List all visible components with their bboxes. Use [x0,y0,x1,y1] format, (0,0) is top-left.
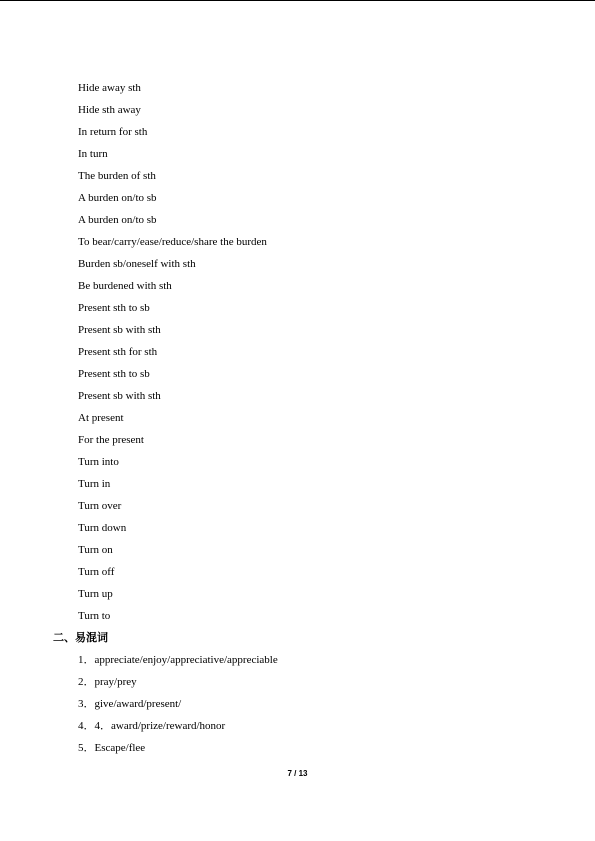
phrase-item: Present sb with sth [78,324,161,336]
phrase-item: Turn off [78,566,115,578]
phrase-item: In return for sth [78,126,148,138]
section-heading: 二、易混词 [53,631,108,644]
phrase-item: Turn to [78,610,111,622]
phrase-item: Hide sth away [78,104,141,116]
phrase-item: Turn over [78,500,122,512]
phrase-list [0,77,595,627]
phrase-item: A burden on/to sb [78,192,157,204]
page-number: 7 / 13 [287,769,308,778]
confusable-item: 2．pray/prey [78,676,137,688]
page-content [0,77,595,759]
phrase-item: For the present [78,434,144,446]
phrase-item: Turn on [78,544,113,556]
phrase-item: At present [78,412,124,424]
phrase-item: In turn [78,148,108,160]
phrase-item: Hide away sth [78,82,141,94]
confusable-item: 4．4．award/prize/reward/honor [78,720,226,732]
phrase-item: Turn into [78,456,119,468]
confusable-word-list [0,649,595,759]
phrase-item: Present sth to sb [78,368,150,380]
phrase-item: Burden sb/oneself with sth [78,258,196,270]
confusable-item: 5．Escape/flee [78,742,146,754]
phrase-item: Turn down [78,522,127,534]
phrase-item: To bear/carry/ease/reduce/share the burden [78,236,267,248]
phrase-item: A burden on/to sb [78,214,157,226]
confusable-item: 1．appreciate/enjoy/appreciative/appreciable [78,654,278,666]
phrase-item: Present sb with sth [78,390,161,402]
phrase-item: The burden of sth [78,170,156,182]
header-rule [0,0,595,1]
phrase-item: Turn in [78,478,111,490]
confusable-item: 3．give/award/present/ [78,698,182,710]
phrase-item: Present sth for sth [78,346,158,358]
phrase-item: Present sth to sb [78,302,150,314]
phrase-item: Be burdened with sth [78,280,172,292]
phrase-item: Turn up [78,588,113,600]
